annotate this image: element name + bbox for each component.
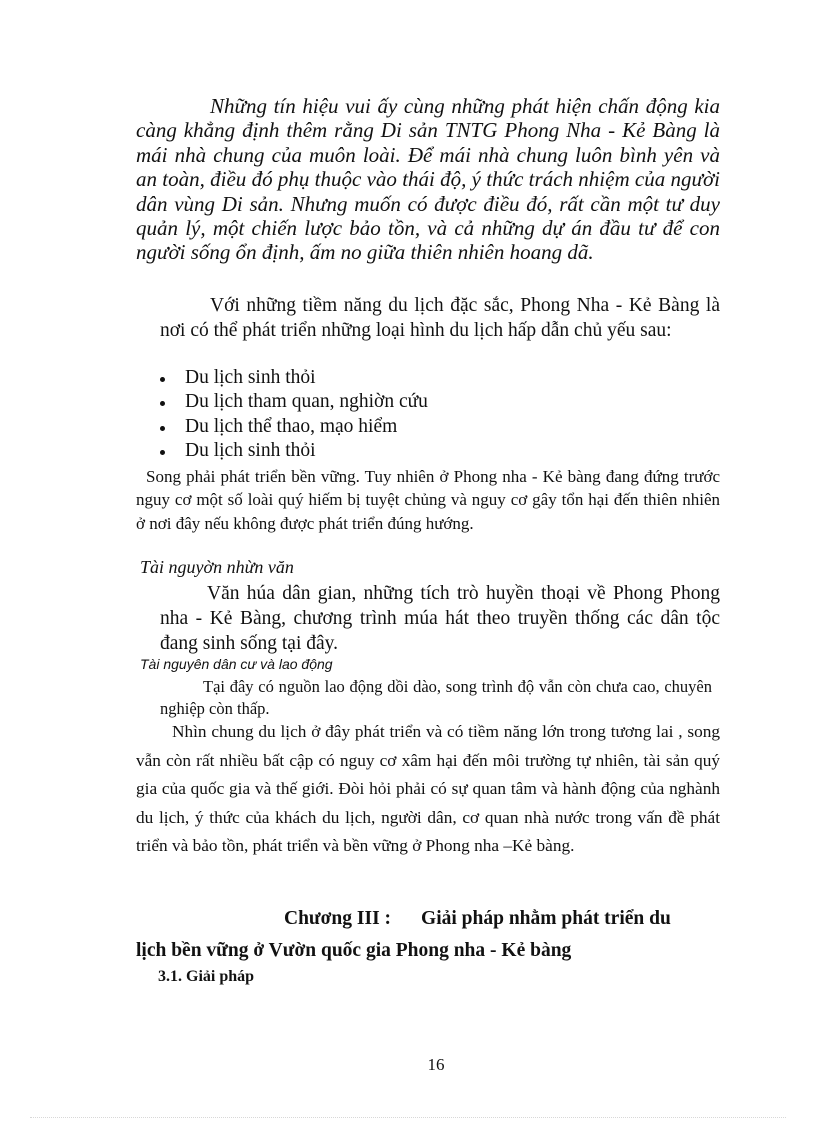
page-number: 16 [427,1055,445,1074]
paragraph-heritage-intro: Những tín hiệu vui ấy cùng những phát hiện chấn động kia càng khẳng định thêm rằng Di sản TNTG Phong Nha - Kẻ Bàng là mái nhà chung của muôn loài. Để mái nhà chung luôn bình yên và an toàn, điều đó phụ thuộc vào thái độ, ý thức trách nhiệm của người dân vùng Di sản. Nhưng muốn có được điều đó, rất cần một tư duy quản lý, một chiến lược bảo tồn, và cả những dự án đầu tư để con người sống ổn định, ấm no giữa thiên nhiên hoang dã. [136,94,720,265]
chapter-number: Chương III : [284,908,392,929]
heading-cultural-resources: Tài nguyờn nhừn văn [140,557,294,577]
tourism-types-list [160,366,720,463]
heading-population-labour: Tài nguyên dân cư và lao động [140,656,333,672]
list-item: Du lịch sinh thỏi [160,439,720,463]
list-item: Du lịch thể thao, mạo hiểm [160,415,720,439]
section-heading: 3.1. Giải pháp [158,968,255,985]
bullet-icon [160,377,165,382]
chapter-title-line2: lịch bền vững ở Vườn quốc gia Phong nha - Kẻ bàng [136,940,572,961]
bullet-icon [160,450,165,455]
paragraph-cultural-resources: Văn húa dân gian, những tích trò huyền thoại về Phong Phong nha - Kẻ Bàng, chương trình múa hát theo truyền thống các dân tộc đang sinh sống tại đây. [160,583,720,654]
list-item: Du lịch sinh thỏi [160,366,720,390]
chapter-title-line1: Giải pháp nhằm phát triển du [421,908,671,929]
list-item: Du lịch tham quan, nghiờn cứu [160,390,720,414]
page-bottom-divider [30,1117,786,1118]
chapter-title [136,903,720,967]
bullet-icon [160,426,165,431]
paragraph-sustainability: Song phải phát triển bền vững. Tuy nhiên ở Phong nha - Kẻ bàng đang đứng trước nguy cơ một số loài quý hiếm bị tuyệt chủng và nguy cơ gây tổn hại đến thiên nhiên ở nơi đây nếu không được phát triển đúng hướng. [136,467,720,533]
paragraph-labour: Tại đây có nguồn lao động dồi dào, song trình độ vẫn còn chưa cao, chuyên nghiệp còn thấp. [160,677,712,718]
paragraph-summary: Nhìn chung du lịch ở đây phát triển và có tiềm năng lớn trong tương lai , song vẫn còn rất nhiều bất cập có nguy cơ xâm hại đến môi trường tự nhiên, tài sản quý gia của quốc gia và thế giới. Đòi hỏi phải có sự quan tâm và hành động của nghành du lịch, ý thức của khách du lịch, người dân, cơ quan nhà nước trong vấn đề phát triển và bảo tồn, phát triển và bền vững ở Phong nha –Kẻ bàng. [136,722,720,856]
bullet-icon [160,401,165,406]
paragraph-tourism-potential: Với những tiềm năng du lịch đặc sắc, Phong Nha - Kẻ Bàng là nơi có thể phát triển những loại hình du lịch hấp dẫn chủ yếu sau: [160,295,720,341]
